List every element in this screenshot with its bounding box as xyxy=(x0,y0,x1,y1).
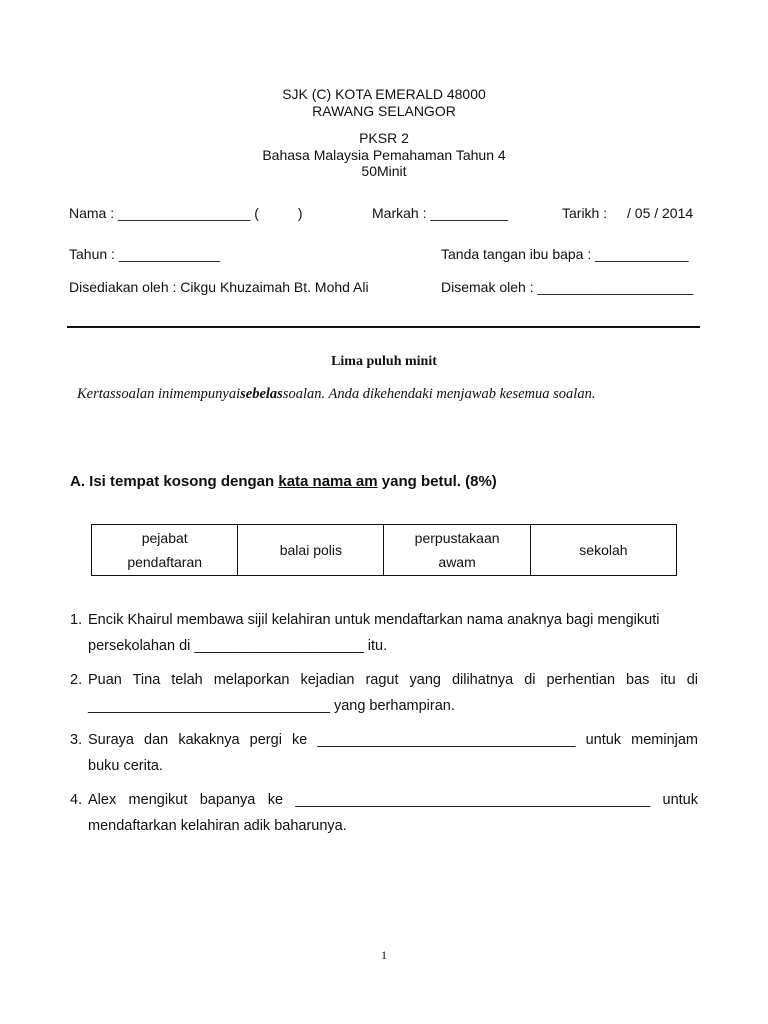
section-a-prefix: A. Isi tempat kosong dengan xyxy=(70,473,279,490)
prepared-by: Disediakan oleh : Cikgu Khuzaimah Bt. Mohd Ali xyxy=(69,279,369,295)
school-location: RAWANG SELANGOR xyxy=(312,103,456,119)
word-line: perpustakaan xyxy=(414,530,500,546)
instruction-part2: soalan. Anda dikehendaki menjawab kesemua soalan. xyxy=(282,386,596,402)
word-line: awam xyxy=(438,554,476,570)
word-box-cell xyxy=(238,525,384,576)
section-a-heading xyxy=(70,473,497,490)
page-number: 1 xyxy=(381,948,387,962)
question-line: buku cerita. xyxy=(88,758,163,774)
name-field[interactable]: Nama : _________________ ( ) xyxy=(69,205,303,221)
question-item xyxy=(70,727,698,779)
question-line: mendaftarkan kelahiran adik baharunya. xyxy=(88,818,347,834)
question-line-blank[interactable]: ______________________________ yang berhampiran. xyxy=(88,698,455,714)
word-box-cell xyxy=(384,525,530,576)
instruction-bold: sebelas xyxy=(240,386,283,402)
checked-by-field[interactable]: Disemak oleh : ____________________ xyxy=(441,279,694,295)
question-line: Puan Tina telah melaporkan kejadian ragut yang dilihatnya di perhentian bas itu di xyxy=(88,672,698,688)
instruction-text xyxy=(77,386,595,403)
section-a-underlined: kata nama am xyxy=(278,473,378,490)
question-item xyxy=(70,667,698,719)
section-a-suffix: yang betul. (8%) xyxy=(377,473,497,490)
question-number: 3. xyxy=(70,732,83,748)
question-line-blank[interactable]: persekolahan di _____________________ itu. xyxy=(88,638,388,654)
date-value[interactable]: / 05 / 2014 xyxy=(627,205,694,221)
time-subtitle: Lima puluh minit xyxy=(331,354,437,369)
word-box-table xyxy=(91,524,677,576)
question-number: 2. xyxy=(70,672,83,688)
question-item xyxy=(70,787,698,839)
question-line-blank[interactable]: Alex mengikut bapanya ke ____________________________________________ untuk xyxy=(88,792,698,808)
word-line: balai polis xyxy=(279,542,342,558)
divider xyxy=(67,326,700,328)
word-box-cell xyxy=(92,525,238,576)
exam-title: PKSR 2 xyxy=(359,130,409,146)
parent-signature-field[interactable]: Tanda tangan ibu bapa : ____________ xyxy=(441,246,689,262)
date-label: Tarikh : xyxy=(562,205,608,221)
school-name: SJK (C) KOTA EMERALD 48000 xyxy=(282,86,486,102)
word-line: pendaftaran xyxy=(127,554,203,570)
question-item xyxy=(70,607,698,659)
question-line: Encik Khairul membawa sijil kelahiran untuk mendaftarkan nama anaknya bagi mengikuti xyxy=(88,612,660,628)
marks-field[interactable]: Markah : __________ xyxy=(372,205,509,221)
exam-duration: 50Minit xyxy=(361,163,407,179)
subject-title: Bahasa Malaysia Pemahaman Tahun 4 xyxy=(262,147,506,163)
word-box-cell xyxy=(530,525,676,576)
question-line-blank[interactable]: Suraya dan kakaknya pergi ke ________________________________ untuk meminjam xyxy=(88,732,698,748)
word-line: pejabat xyxy=(141,530,188,546)
year-field[interactable]: Tahun : _____________ xyxy=(69,246,221,262)
question-number: 4. xyxy=(70,792,83,808)
question-number: 1. xyxy=(70,612,83,628)
instruction-part1: Kertassoalan inimempunyai xyxy=(77,386,241,402)
word-line: sekolah xyxy=(579,542,628,558)
